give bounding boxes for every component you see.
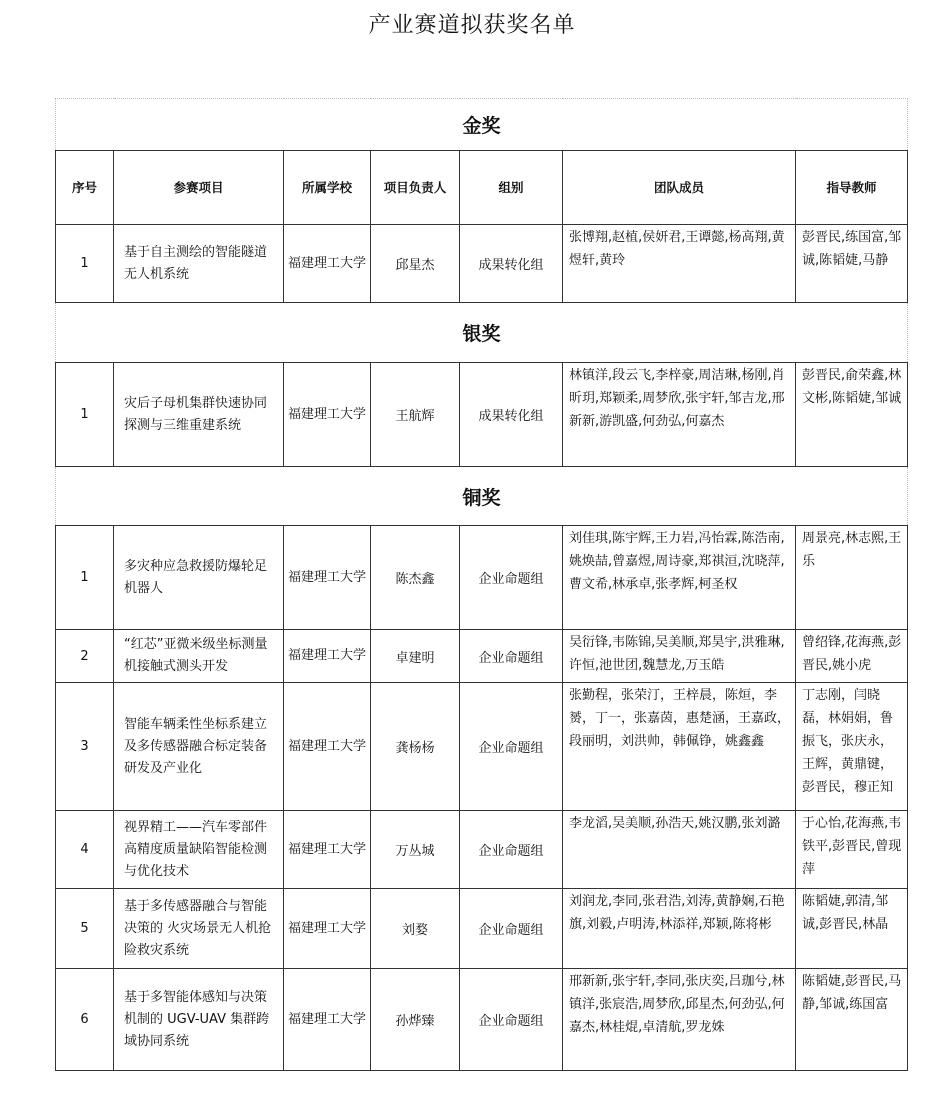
row-school: 福建理工大学: [284, 526, 371, 630]
row-group: 企业命题组: [460, 969, 563, 1071]
row-leader: 王航辉: [371, 363, 460, 467]
header-seq: 序号: [56, 151, 114, 225]
row-group: 成果转化组: [460, 225, 563, 303]
row-group: 企业命题组: [460, 683, 563, 811]
bronze-section-row: [56, 467, 908, 526]
table-row: [56, 811, 908, 889]
row-leader: 邱星杰: [371, 225, 460, 303]
page-title: 产业赛道拟获奖名单: [368, 13, 576, 38]
row-school: 福建理工大学: [284, 225, 371, 303]
table-row: [56, 363, 908, 467]
row-group: 企业命题组: [460, 811, 563, 889]
row-teacher: 陈韬婕,郭清,邹诚,彭晋民,林晶: [796, 889, 908, 969]
table-row: [56, 526, 908, 630]
row-team: 邢新新,张宇轩,李同,张庆奕,吕珈兮,林镇洋,张宸浩,周梦欣,邱星杰,何劲弘,何嘉杰,林桂焜,卓清航,罗龙姝: [563, 969, 796, 1071]
header-school: 所属学校: [284, 151, 371, 225]
row-teacher: 于心怡,花海燕,韦铁平,彭晋民,曾现萍: [796, 811, 908, 889]
row-leader: 刘婺: [371, 889, 460, 969]
row-project: 基于自主测绘的智能隧道无人机系统: [114, 225, 284, 303]
row-group: 企业命题组: [460, 526, 563, 630]
table-row: [56, 889, 908, 969]
row-project: 基于多传感器融合与智能决策的 火灾场景无人机抢险救灾系统: [114, 889, 284, 969]
row-seq: 2: [56, 630, 114, 683]
row-teacher: 陈韬婕,彭晋民,马静,邹诚,练国富: [796, 969, 908, 1071]
row-school: 福建理工大学: [284, 683, 371, 811]
row-teacher: 丁志刚，闫晓磊，林娟娟，鲁振飞，张庆永，王辉，黄鼎键，彭晋民，穆正知: [796, 683, 908, 811]
row-team: 刘润龙,李同,张君浩,刘涛,黄静娴,石艳旗,刘毅,卢明涛,林添祥,郑颖,陈将彬: [563, 889, 796, 969]
row-project: 灾后子母机集群快速协同探测与三维重建系统: [114, 363, 284, 467]
row-team: 林镇洋,段云飞,李梓豪,周洁琳,杨刚,肖昕玥,郑颖柔,周梦欣,张宇轩,邹吉龙,邢新新,游凯盛,何劲弘,何嘉杰: [563, 363, 796, 467]
row-group: 成果转化组: [460, 363, 563, 467]
row-team: 张博翔,赵植,侯妍君,王谭懿,杨高翔,黄煜轩,黄玲: [563, 225, 796, 303]
table-row: [56, 630, 908, 683]
row-school: 福建理工大学: [284, 363, 371, 467]
bronze-section-label: 铜奖: [56, 467, 908, 526]
award-table: [55, 98, 908, 1071]
row-school: 福建理工大学: [284, 889, 371, 969]
header-row: [56, 151, 908, 225]
row-seq: 4: [56, 811, 114, 889]
row-seq: 1: [56, 526, 114, 630]
row-teacher: 曾绍锋,花海燕,彭晋民,姚小虎: [796, 630, 908, 683]
row-team: 吴衍锋,韦陈锦,吴美顺,郑昊宇,洪雅琳,许恒,池世团,魏慧龙,万玉皓: [563, 630, 796, 683]
row-leader: 龚杨杨: [371, 683, 460, 811]
row-leader: 卓建明: [371, 630, 460, 683]
silver-section-label: 银奖: [56, 303, 908, 363]
row-project: 基于多智能体感知与决策机制的 UGV-UAV 集群跨域协同系统: [114, 969, 284, 1071]
row-team: 张勤程，张荣汀，王梓晨，陈烜，李赟，丁一，张嘉茵，惠楚涵，王嘉政，段丽明，刘洪帅，韩佩铮，姚鑫鑫: [563, 683, 796, 811]
row-seq: 1: [56, 363, 114, 467]
row-team: 刘佳琪,陈宇辉,王力岩,冯怡霖,陈浩南,姚焕喆,曾嘉煜,周诗豪,郑祺洹,沈晓萍,曹文希,林承卓,张孝辉,柯圣权: [563, 526, 796, 630]
header-group: 组别: [460, 151, 563, 225]
row-teacher: 彭晋民,练国富,邹诚,陈韬婕,马静: [796, 225, 908, 303]
row-project: “红芯”亚微米级坐标测量机接触式测头开发: [114, 630, 284, 683]
row-seq: 6: [56, 969, 114, 1071]
row-teacher: 彭晋民,俞荣鑫,林文彬,陈韬婕,邹诚: [796, 363, 908, 467]
gold-section-row: [56, 99, 908, 151]
row-seq: 3: [56, 683, 114, 811]
row-project: 智能车辆柔性坐标系建立及多传感器融合标定装备研发及产业化: [114, 683, 284, 811]
row-group: 企业命题组: [460, 630, 563, 683]
row-leader: 陈杰鑫: [371, 526, 460, 630]
table-row: [56, 683, 908, 811]
row-school: 福建理工大学: [284, 630, 371, 683]
header-teacher: 指导教师: [796, 151, 908, 225]
row-group: 企业命题组: [460, 889, 563, 969]
row-school: 福建理工大学: [284, 811, 371, 889]
row-project: 视界精工——汽车零部件高精度质量缺陷智能检测与优化技术: [114, 811, 284, 889]
row-leader: 孙烨臻: [371, 969, 460, 1071]
row-seq: 5: [56, 889, 114, 969]
header-project: 参赛项目: [114, 151, 284, 225]
header-leader: 项目负责人: [371, 151, 460, 225]
gold-section-label: 金奖: [56, 99, 908, 151]
row-project: 多灾种应急救援防爆轮足机器人: [114, 526, 284, 630]
row-teacher: 周景亮,林志熙,王乐: [796, 526, 908, 630]
table-row: [56, 969, 908, 1071]
silver-section-row: [56, 303, 908, 363]
row-team: 李龙滔,吴美顺,孙浩天,姚汉鹏,张刘潞: [563, 811, 796, 889]
table-row: [56, 225, 908, 303]
header-team: 团队成员: [563, 151, 796, 225]
row-school: 福建理工大学: [284, 969, 371, 1071]
row-leader: 万丛城: [371, 811, 460, 889]
row-seq: 1: [56, 225, 114, 303]
